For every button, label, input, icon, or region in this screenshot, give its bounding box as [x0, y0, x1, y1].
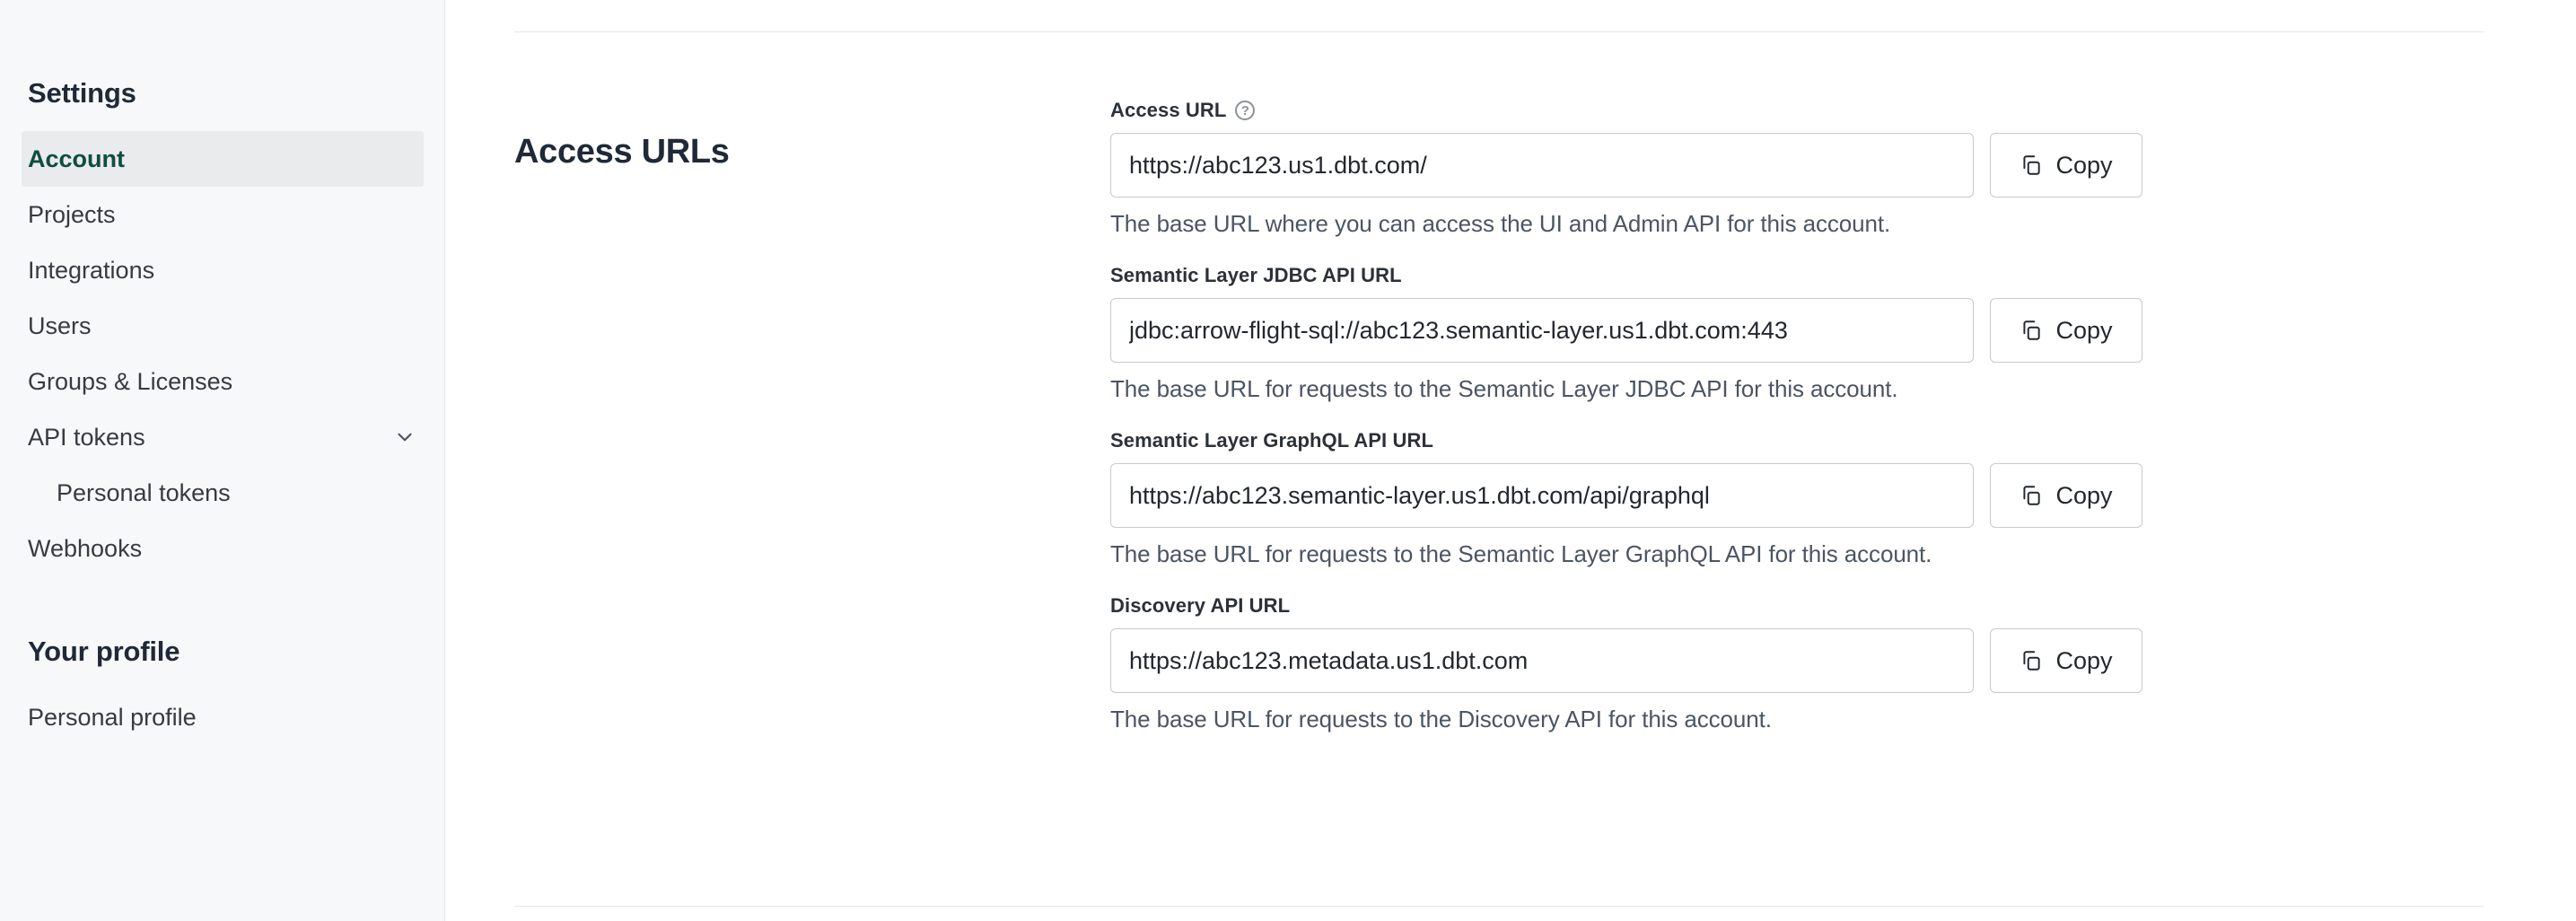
field-label-semantic-layer-jdbc-api-url	[1110, 264, 2187, 287]
sidebar-nav	[0, 131, 444, 576]
field-label-text: Semantic Layer JDBC API URL	[1110, 264, 1402, 286]
field-semantic-layer-graphql-api-url	[1110, 429, 2187, 568]
chevron-down-icon[interactable]	[393, 425, 416, 449]
sidebar-item-account[interactable]	[22, 131, 424, 187]
access-urls-section	[514, 99, 2504, 759]
field-input-row	[1110, 298, 2187, 363]
sidebar-item-webhooks[interactable]	[0, 521, 444, 576]
semantic-layer-jdbc-api-url-input[interactable]	[1110, 298, 1974, 363]
field-label-text: Access URL	[1110, 99, 1227, 121]
copy-button-semantic-layer-jdbc-api-url[interactable]	[1990, 298, 2142, 363]
copy-icon	[2020, 319, 2043, 342]
field-access-url	[1110, 99, 2187, 238]
copy-icon	[2020, 484, 2043, 507]
help-icon[interactable]: ?	[1235, 101, 1255, 120]
field-label-access-url	[1110, 99, 2187, 122]
sidebar-item-label: Groups & Licenses	[28, 367, 233, 395]
sidebar-profile-nav	[0, 689, 444, 745]
sidebar-item-groups-licenses[interactable]	[0, 354, 444, 409]
field-help-semantic-layer-jdbc-api-url: The base URL for requests to the Semantic Layer JDBC API for this account.	[1110, 375, 1898, 402]
access-urls-fields	[1110, 99, 2187, 759]
sidebar-item-api-tokens[interactable]	[0, 409, 444, 465]
copy-button-label: Copy	[2055, 316, 2113, 344]
copy-icon	[2020, 649, 2043, 672]
semantic-layer-graphql-api-url-input[interactable]	[1110, 463, 1974, 528]
discovery-api-url-input[interactable]	[1110, 628, 1974, 693]
page-title: Access URLs	[514, 132, 730, 171]
field-help-semantic-layer-graphql-api-url: The base URL for requests to the Semantic Layer GraphQL API for this account.	[1110, 540, 1932, 567]
sidebar-item-personal-profile[interactable]	[0, 689, 444, 745]
sidebar-profile-group-title: Your profile	[28, 636, 180, 667]
field-semantic-layer-jdbc-api-url	[1110, 264, 2187, 403]
sidebar-item-projects[interactable]	[0, 187, 444, 242]
sidebar	[0, 0, 445, 921]
copy-button-semantic-layer-graphql-api-url[interactable]	[1990, 463, 2142, 528]
sidebar-item-label: Webhooks	[28, 534, 143, 562]
field-input-row	[1110, 463, 2187, 528]
section-divider-bottom	[514, 906, 2484, 907]
sidebar-item-users[interactable]	[0, 298, 444, 354]
sidebar-item-label: Projects	[28, 200, 116, 228]
sidebar-item-integrations[interactable]	[0, 242, 444, 298]
field-label-discovery-api-url	[1110, 594, 2187, 618]
section-divider-top	[514, 31, 2484, 32]
field-label-text: Discovery API URL	[1110, 594, 1291, 617]
field-help-discovery-api-url: The base URL for requests to the Discovery API for this account.	[1110, 706, 1772, 732]
field-label-semantic-layer-graphql-api-url	[1110, 429, 2187, 452]
sidebar-item-label: Integrations	[28, 256, 155, 284]
copy-icon	[2020, 154, 2043, 177]
field-label-text: Semantic Layer GraphQL API URL	[1110, 429, 1433, 452]
field-help-access-url: The base URL where you can access the UI and Admin API for this account.	[1110, 210, 1891, 237]
copy-button-label: Copy	[2055, 151, 2113, 179]
copy-button-label: Copy	[2055, 646, 2113, 674]
sidebar-item-label: Personal profile	[28, 703, 197, 731]
sidebar-title: Settings	[28, 77, 136, 109]
sidebar-item-label: Personal tokens	[57, 478, 231, 506]
sidebar-item-label: Account	[28, 145, 125, 172]
main-content	[445, 0, 2576, 921]
copy-button-access-url[interactable]	[1990, 133, 2142, 197]
sidebar-item-label: Users	[28, 311, 92, 339]
sidebar-item-personal-tokens[interactable]	[0, 465, 444, 521]
sidebar-item-label: API tokens	[28, 423, 145, 451]
copy-button-discovery-api-url[interactable]	[1990, 628, 2142, 693]
field-discovery-api-url	[1110, 594, 2187, 733]
field-input-row	[1110, 628, 2187, 693]
copy-button-label: Copy	[2055, 481, 2113, 509]
access-url-input[interactable]	[1110, 133, 1974, 197]
field-input-row	[1110, 133, 2187, 197]
